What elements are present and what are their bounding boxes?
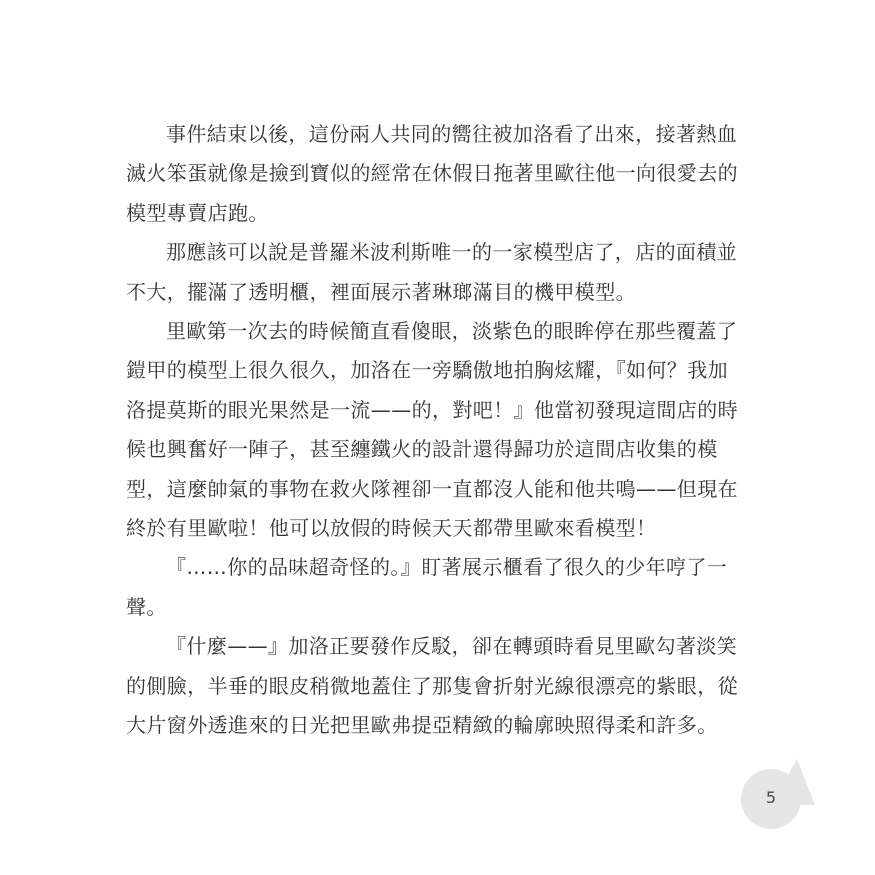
paragraph: 『……你的品味超奇怪的。』盯著展示櫃看了很久的少年哼了一 聲。: [126, 555, 728, 619]
page-number: 5: [765, 788, 777, 807]
paragraph: 里歐第一次去的時候簡直看傻眼，淡紫色的眼眸停在那些覆蓋了 鎧甲的模型上很久很久，加洛在一旁驕傲地拍胸炫耀，『如何？我加 洛提莫斯的眼光果然是一流——的，對吧！』他當初發現這間店的時 候也興奮好一陣子，甚至纏鐵火的設計還得歸功於這間店收集的模 型，這麼帥氣的事物在救火隊裡卻一直都沒人能和他共鳴——但現在 終於有里歐啦！他可以放假的時候天天都帶里歐來看模型！: [126, 319, 738, 541]
paragraph: 事件結束以後，這份兩人共同的嚮往被加洛看了出來，接著熱血 滅火笨蛋就像是撿到寶似的經常在休假日拖著里歐往他一向很愛去的 模型專賣店跑。: [126, 122, 738, 225]
paragraph: 那應該可以說是普羅米波利斯唯一的一家模型店了，店的面積並 不大，擺滿了透明櫃，裡面展示著琳瑯滿目的機甲模型。: [126, 240, 738, 304]
body-text: [126, 115, 752, 746]
page-number-badge: [735, 755, 819, 839]
paragraph: 『什麼——』加洛正要發作反駁，卻在轉頭時看見里歐勾著淡笑 的側臉，半垂的眼皮稍微地蓋住了那隻會折射光線很漂亮的紫眼，從 大片窗外透進來的日光把里歐弗提亞精緻的輪廓映照得柔和許多。: [126, 634, 738, 738]
